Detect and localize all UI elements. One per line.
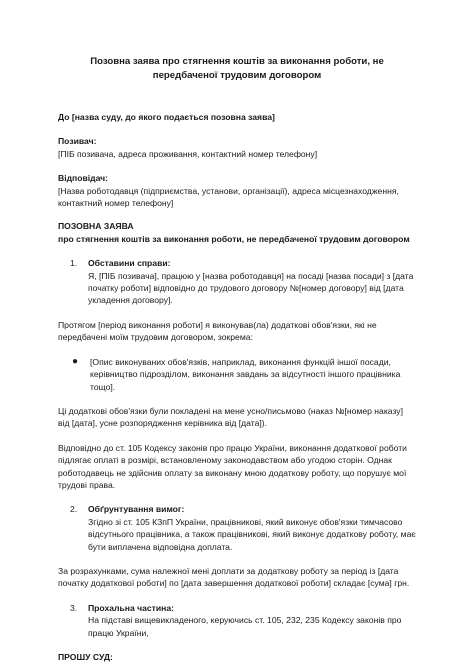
bullet-icon: ● bbox=[72, 355, 79, 367]
item-number: 3. bbox=[70, 602, 78, 613]
plaintiff-label: Позивач: bbox=[58, 136, 97, 147]
item-number: 2. bbox=[70, 504, 78, 515]
claim-heading: ПОЗОВНА ЗАЯВА bbox=[58, 221, 134, 232]
paragraph: Протягом [період виконання роботи] я виконував(ла) додаткові обов'язки, які не передбачені моїм трудовим договором, зокрема: bbox=[58, 319, 377, 343]
numbered-item-2 bbox=[58, 503, 416, 553]
plaintiff-value: [ПІБ позивача, адреса проживання, контактний номер телефону] bbox=[58, 148, 318, 159]
paragraph: За розрахунками, сума належної мені доплати за додаткову роботу за період із [дата початку додаткової роботи] по [дата завершення додаткової роботи] складає [сума] грн. bbox=[58, 565, 410, 589]
item-text: Я, [ПІБ позивача], працюю у [назва роботодавця] на посаді [назва посади] з [дата початку роботи] відповідно до трудового договору №[номер договору] від [дата укладення договору]. bbox=[88, 270, 414, 306]
item-text: На підставі вищевикладеного, керуючись ст. 105, 232, 235 Кодексу законів про працю України, bbox=[88, 615, 402, 638]
defendant-value: [Назва роботодавця (підприємства, установи, організації), адреса місцезнаходження, контактний номер телефону] bbox=[58, 185, 399, 209]
paragraph: Відповідно до ст. 105 Кодексу законів про працю України, виконання додаткової роботи підлягає оплаті в розмірі, встановленому законодавством або угодою сторін. Однак роботодавець не здійснив оплату за виконану мною додаткову роботу, що порушує мої трудові права. bbox=[58, 442, 407, 490]
court-line: До [назва суду, до якого подається позовна заява] bbox=[58, 112, 275, 122]
defendant-label: Відповідач: bbox=[58, 173, 109, 184]
numbered-item-1 bbox=[58, 257, 416, 307]
item-title: Обставини справи: bbox=[88, 258, 171, 269]
item-text: Згідно зі ст. 105 КЗпП України, працівникові, який виконує обов'язки тимчасово відсутнього працівника, а також працівникові, який виконує додаткову роботу, має бути виплачена відповідна доплата. bbox=[88, 516, 416, 552]
court-request-heading: ПРОШУ СУД: bbox=[58, 652, 113, 662]
paragraph: Ці додаткові обов'язки були покладені на мене усно/письмово (наказ №[номер наказу] від [дата], усне розпорядження керівника від [дата]). bbox=[58, 405, 403, 429]
claim-subheading: про стягнення коштів за виконання роботи, не передбаченої трудовим договором bbox=[58, 233, 410, 244]
item-number: 1. bbox=[70, 258, 78, 269]
bullet-text: [Опис виконуваних обов'язків, наприклад, виконання функцій іншої посади, керівництво підрозділом, виконання завдань за відсутності іншого працівника тощо]. bbox=[90, 356, 401, 392]
item-title: Прохальна частина: bbox=[88, 602, 174, 613]
document-title: Позовна заява про стягнення коштів за виконання роботи, не передбаченої трудовим договором bbox=[90, 56, 384, 81]
numbered-item-3 bbox=[58, 602, 416, 639]
item-title: Обґрунтування вимог: bbox=[88, 504, 185, 515]
bullet-item bbox=[58, 356, 416, 393]
